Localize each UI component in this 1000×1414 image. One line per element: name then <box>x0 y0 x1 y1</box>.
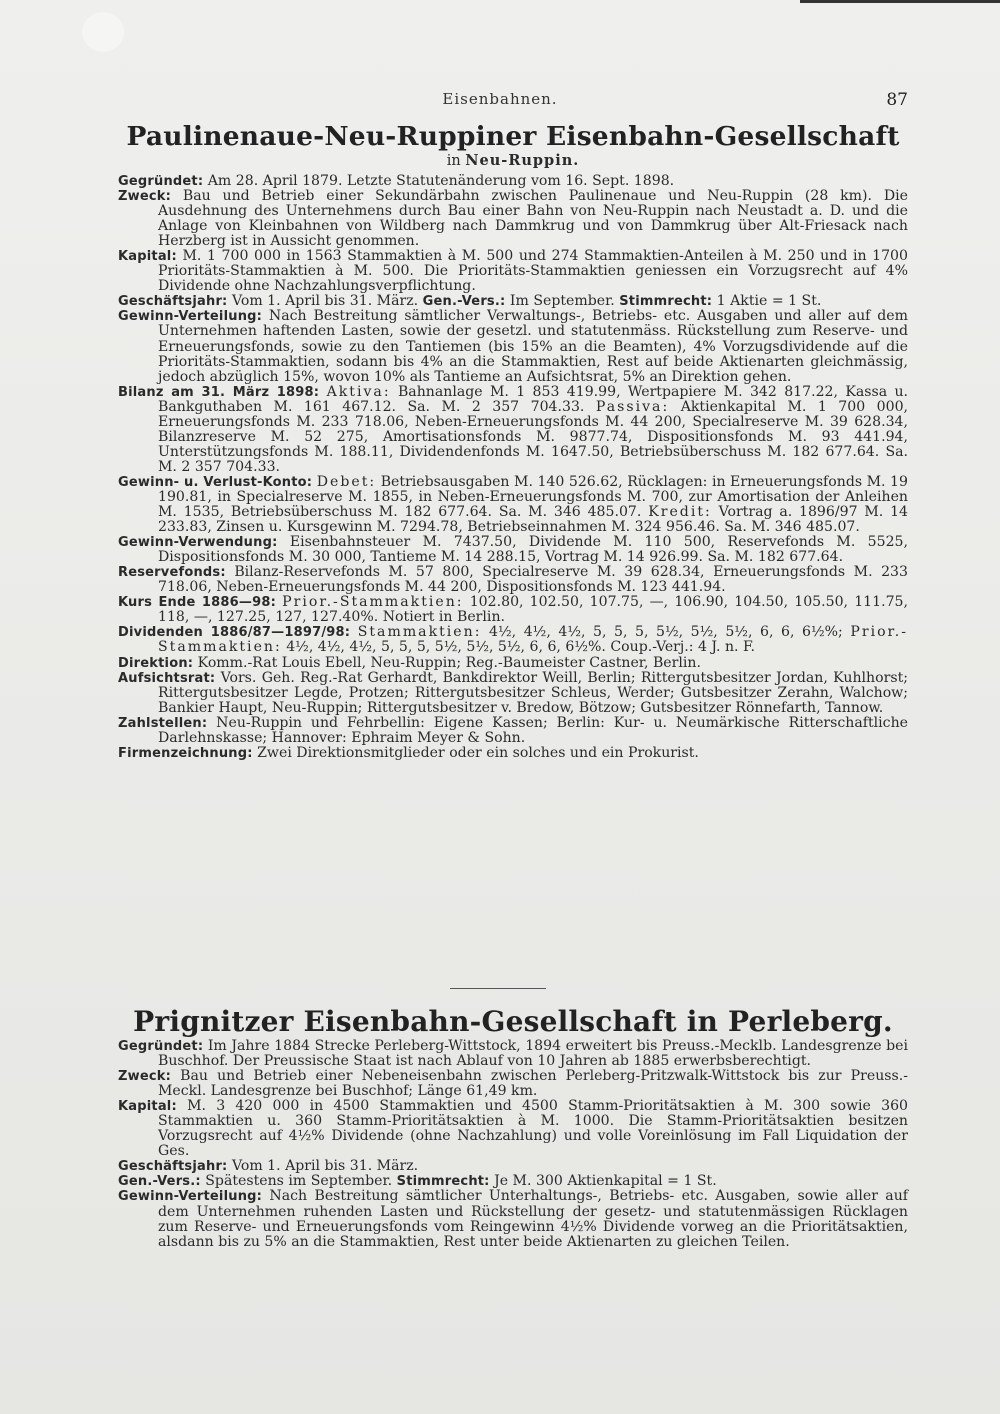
entry-label: Gen.-Vers.: <box>118 1174 201 1190</box>
entry-sublabel-aktiva: Aktiva: <box>326 383 391 400</box>
top-edge-rule <box>800 0 1000 3</box>
entry-dividenden <box>118 625 908 655</box>
section-title: Paulinenaue-Neu-Ruppiner Eisenbahn-Gesellschaft <box>126 121 900 152</box>
entry-label: Gegründet: <box>118 1039 204 1054</box>
entry-text: M. 3 420 000 in 4500 Stammaktien und 4500 Stamm-Prioritätsaktien à M. 300 sowie 360 Stammaktien u. 360 Stamm-Prioritätsaktien à M. 1000. Die Stamm-Prioritätsaktien besitzen Vorzugsrecht auf 4½% Dividende (ohne Nachzahlung) und volle Voreinlösung im Fall Liquidation der Ges. <box>158 1098 908 1160</box>
entry-label: Aufsichtsrat: <box>118 670 216 686</box>
entry-label: Kapital: <box>118 249 177 265</box>
entry-text: Nach Bestreitung sämtlicher Verwaltungs-, Betriebs- etc. Ausgaben und aller auf dem Unternehmen haftenden Lasten, sowie der gesetzl. und statutenmäss. Rückstellung zum Reserve- und Erneuerungsfonds, sowie zu den Tantiemen (bis 15% an die Beamten), 4% Vorzugsdividende auf die Prioritäts-Stammaktien, sodann bis 4% an die Stammaktien, Rest auf beide Aktienarten gleichmässig, jedoch abzüglich 15%, wovon 10% als Tantieme an Aufsichtsrat, 5% an Direktion gehen. <box>158 308 908 385</box>
page-number: 87 <box>886 90 908 110</box>
entry-label: Direktion: <box>118 655 194 671</box>
entry-label: Reservefonds: <box>118 565 226 581</box>
entry-text: Komm.-Rat Louis Ebell, Neu-Ruppin; Reg.-Baumeister Castner, Berlin. <box>197 654 701 671</box>
entry-kurs <box>118 595 908 625</box>
entry-text-prior-stammaktien: 4½, 4½, 4½, 5, 5, 5, 5½, 5½, 5½, 6, 6, 6½%. Coup.-Verj.: 4 J. n. F. <box>286 639 756 656</box>
entry-gen-vers <box>118 1174 908 1189</box>
paper-stain <box>82 12 124 52</box>
entry-sublabel-debet: Debet: <box>316 473 377 490</box>
entry-text: Im Jahre 1884 Strecke Perleberg-Wittstock, 1894 erweitert bis Preuss.-Mecklb. Landesgrenze bei Buschhof. Der Preussische Staat ist nach Ablauf von 10 Jahren ab 1885 erwerbsberechtigt. <box>158 1038 908 1070</box>
entry-label: Gewinn- u. Verlust-Konto: <box>118 474 313 490</box>
entry-text: Vors. Geh. Reg.-Rat Gerhardt, Bankdirektor Weill, Berlin; Rittergutsbesitzer Jordan, Kuhlhorst; Rittergutsbesitzer Legde, Protzen; Rittergutsbesitzer Schleus, Werder; Gutsbesitzer Zerahn, Walchow; Bankier Haupt, Neu-Ruppin; Rittergutsbesitzer v. Bredow, Bötzow; Gutsbesitzer Rönnefarth, Tannow. <box>158 669 908 716</box>
entry-label: Zahlstellen: <box>118 715 208 731</box>
entry-aufsichtsrat <box>118 671 908 716</box>
entry-label: Kapital: <box>118 1099 177 1115</box>
entry-text: Vom 1. April bis 31. März. <box>231 293 419 310</box>
entry-gewinn-verteilung <box>118 1189 908 1249</box>
entry-text: Spätestens im September. <box>205 1173 393 1190</box>
entry-sublabel-stammaktien: Stammaktien: <box>357 624 482 641</box>
entry-kapital <box>118 1099 908 1159</box>
entry-text-debet: Betriebsausgaben M. 140 526.62, Rücklagen: in Erneuerungsfonds M. 19 190.81, in Specialreserve M. 1855, in Neben-Erneuerungsfonds M. 700, zur Amortisation der Anleihen M. 1535, Betriebsüberschuss M. 182 677.64. Sa. M. 346 485.07. <box>158 473 908 521</box>
entry-gewinn-verteilung <box>118 309 908 384</box>
entry-text-kredit: Vortrag a. 1896/97 M. 14 233.83, Zinsen u. Kursgewinn M. 7294.78, Betriebseinnahmen M. 324 956.46. Sa. M. 346 485.07. <box>158 504 909 536</box>
entry-label: Gewinn-Verteilung: <box>118 1189 263 1205</box>
entry-text: Neu-Ruppin und Fehrbellin: Eigene Kassen; Berlin: Kur- u. Neumärkische Ritterschaftliche Darlehnskasse; Hannover: Ephraim Meyer & Sohn. <box>158 714 908 746</box>
entry-label-gen-vers: Gen.-Vers.: <box>422 294 506 310</box>
entry-label: Kurs Ende 1886—98: <box>118 595 276 611</box>
entry-sublabel-prior-stammaktien: Prior.-Stammaktien: <box>282 594 464 611</box>
entry-sublabel-kredit: Kredit: <box>648 504 712 521</box>
entry-gegruendet <box>118 1039 908 1069</box>
entry-label: Zweck: <box>118 1069 172 1085</box>
entry-gewinn-verwendung <box>118 535 908 565</box>
entry-zahlstellen <box>118 716 908 746</box>
entry-text: Bilanz-Reservefonds M. 57 800, Specialreserve M. 39 628.34, Erneuerungsfonds M. 233 718.06, Neben-Erneuerungsfonds M. 44 200, Dispositionsfonds M. 123 441.94. <box>158 564 908 596</box>
entry-label: Gegründet: <box>118 174 204 189</box>
entry-firmenzeichnung <box>118 746 908 761</box>
entry-label: Bilanz am 31. März 1898: <box>118 384 320 400</box>
entry-label-stimmrecht: Stimmrecht: <box>396 1174 490 1190</box>
entry-text: Zwei Direktionsmitglieder oder ein solches und ein Prokurist. <box>257 744 699 761</box>
entry-sublabel-passiva: Passiva: <box>595 398 670 415</box>
entry-label: Firmenzeichnung: <box>118 745 253 761</box>
entry-text-stammaktien: 4½, 4½, 4½, 5, 5, 5, 5½, 5½, 5½, 6, 6, 6½%; <box>489 624 843 641</box>
entry-gewinn-verlust-konto <box>118 475 908 535</box>
entry-text: Am 28. April 1879. Letzte Statutenänderung vom 16. Sept. 1898. <box>207 173 675 189</box>
entry-geschaeftsjahr <box>118 294 908 309</box>
section-title: Prignitzer Eisenbahn-Gesellschaft in Perleberg. <box>133 1005 893 1038</box>
entry-label: Geschäftsjahr: <box>118 294 228 310</box>
entry-text: M. 1 700 000 in 1563 Stammaktien à M. 500 und 274 Stammaktien-Anteilen à M. 250 und in 1700 Prioritäts-Stammaktien à M. 500. Die Prioritäts-Stammaktien geniessen ein Vorzugsrecht auf 4% Dividende ohne Nachzahlungsverpflichtung. <box>158 248 908 295</box>
entry-text: Vom 1. April bis 31. März. <box>231 1158 419 1175</box>
entry-gegruendet <box>118 174 908 189</box>
entry-text-aktiva: Bahnanlage M. 1 853 419.99, Wertpapiere M. 342 817.22, Kassa u. Bankguthaben M. 161 467.12. Sa. M. 2 357 704.33. <box>158 383 909 415</box>
entry-label: Gewinn-Verteilung: <box>118 309 263 325</box>
entry-kapital <box>118 249 908 294</box>
entry-text-passiva: Aktienkapital M. 1 700 000, Erneuerungsfonds M. 233 718.06, Neben-Erneuerungsfonds M. 44 200, Specialreserve M. 39 628.34, Bilanzreserve M. 52 275, Amortisationsfonds M. 9877.74, Dispositionsfonds M. 93 441.94, Unterstützungsfonds M. 188.11, Dividendenfonds M. 1647.50, Betriebsüberschuss M. 182 677.64. Sa. M. 2 357 704.33. <box>158 398 909 475</box>
entry-zweck <box>118 189 908 249</box>
section-prignitzer <box>118 1005 908 1250</box>
location-town: Neu-Ruppin. <box>465 152 580 169</box>
entry-text: Nach Bestreitung sämtlicher Unterhaltungs-, Betriebs- etc. Ausgaben, sowie aller auf dem Unternehmen ruhenden Lasten und Rückstellung der gesetz- und statutenmässigen Rücklagen zum Reserve- und Erneuerungsfonds vom Reingewinn 4½% Dividende vorweg an die Prioritätsaktien, alsdann bis zu 5% an die Stammaktien, Rest unter beide Aktienarten zu gleichen Teilen. <box>158 1188 909 1250</box>
section-separator <box>450 988 546 989</box>
location-prefix: in <box>446 153 461 169</box>
entry-text: 102.80, 102.50, 107.75, —, 106.90, 104.50, 105.50, 111.75, 118, —, 127.25, 127, 127.40%. Notiert in Berlin. <box>158 594 908 626</box>
entry-sublabel-prior-stammaktien: Prior.-Stammaktien: <box>158 624 908 656</box>
entry-text: Bau und Betrieb einer Nebeneisenbahn zwischen Perleberg-Pritzwalk-Wittstock bis zur Preuss.-Meckl. Landesgrenze bei Buschhof; Länge 61,49 km. <box>158 1068 908 1100</box>
entry-zweck <box>118 1069 908 1099</box>
entry-bilanz <box>118 385 908 475</box>
section-paulinenaue <box>118 120 908 761</box>
entry-label: Dividenden 1886/87—1897/98: <box>118 625 351 641</box>
running-head: Eisenbahnen. <box>442 90 558 108</box>
entry-text: Bau und Betrieb einer Sekundärbahn zwischen Paulinenaue und Neu-Ruppin (28 km). Die Ausdehnung des Unternehmens durch Bau einer Bahn von Neu-Ruppin nach Neustadt a. D. und die Anlage von Kleinbahnen von Wildberg nach Dammkrug und von Dammkrug über Alt-Friesack nach Herzberg ist in Aussicht genommen. <box>158 188 908 250</box>
entry-text-stimmrecht: Je M. 300 Aktienkapital = 1 St. <box>494 1173 717 1190</box>
entry-label: Zweck: <box>118 189 172 205</box>
entry-geschaeftsjahr <box>118 1159 908 1174</box>
entry-label: Gewinn-Verwendung: <box>118 535 278 551</box>
entry-text: Eisenbahnsteuer M. 7437.50, Dividende M. 110 500, Reservefonds M. 5525, Dispositionsfonds M. 30 000, Tantieme M. 14 288.15, Vortrag M. 14 926.99. Sa. M. 182 677.64. <box>158 534 908 566</box>
entry-direktion <box>118 656 908 671</box>
entry-text-gen-vers: Im September. <box>509 293 615 310</box>
entry-reservefonds <box>118 565 908 595</box>
entry-text-stimmrecht: 1 Aktie = 1 St. <box>716 293 822 310</box>
entry-label: Geschäftsjahr: <box>118 1159 228 1175</box>
entry-label-stimmrecht: Stimmrecht: <box>619 294 713 310</box>
section-location <box>118 152 908 170</box>
